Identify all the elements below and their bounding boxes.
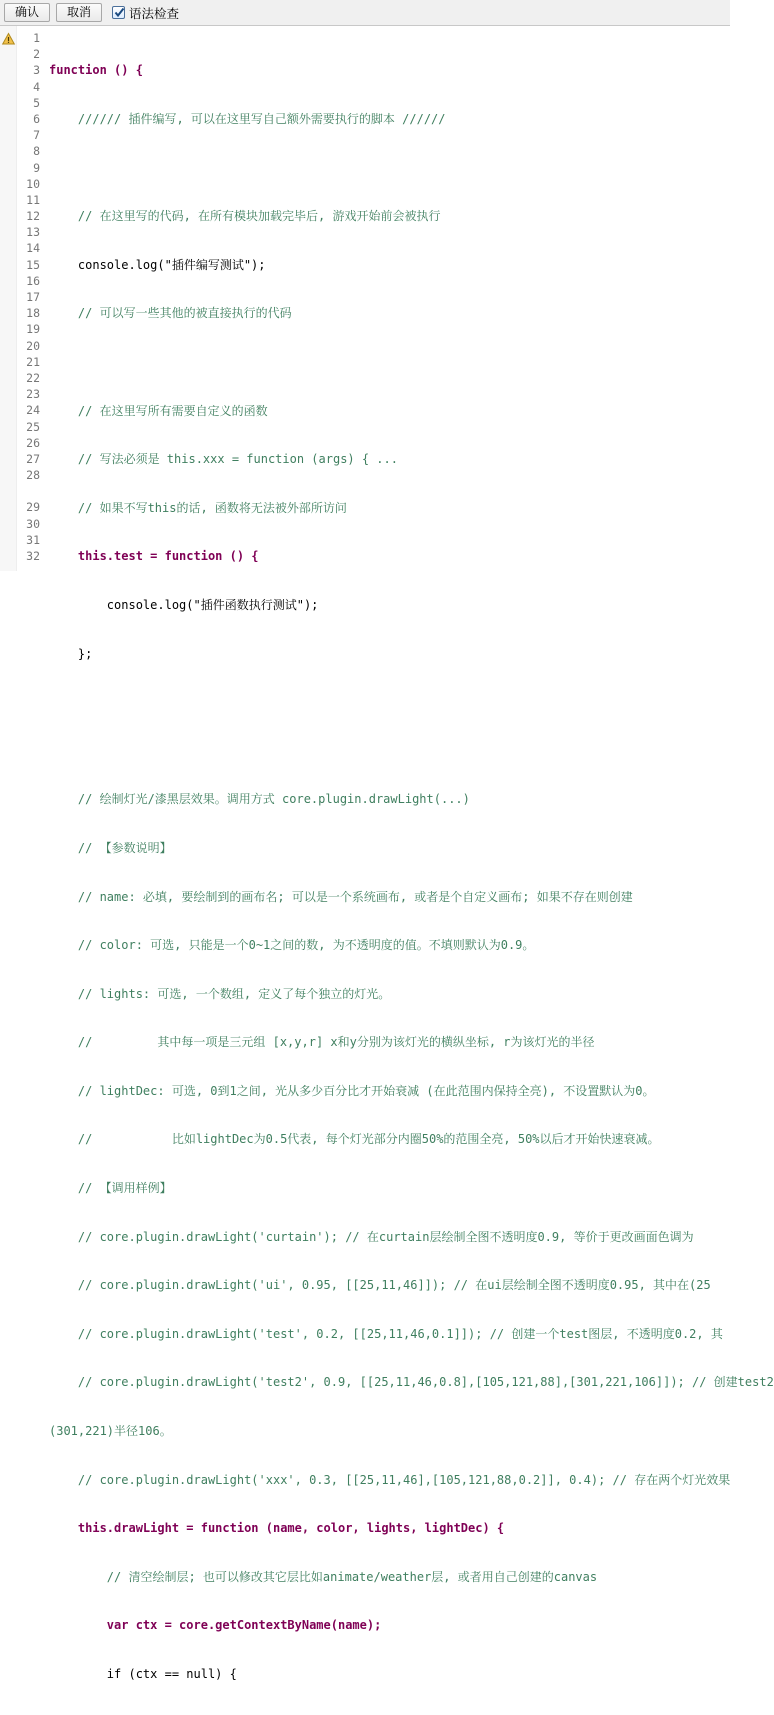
line-number: 6	[33, 111, 40, 126]
code-line: // 写法必须是 this.xxx = function (args) { ...	[49, 452, 398, 467]
check-icon[interactable]	[112, 6, 125, 19]
line-number: 28	[26, 468, 40, 483]
code-line: // 如果不写this的话, 函数将无法被外部所访问	[49, 500, 347, 515]
code-line: // 比如lightDec为0.5代表, 每个灯光部分内圈50%的范围全亮, 50%以后才开始快速衰减。	[49, 1132, 660, 1147]
code-line: this.drawLight = function (name, color, lights, lightDec) {	[49, 1521, 505, 1536]
line-number: 3	[33, 63, 40, 78]
code-line: // 在这里写所有需要自定义的函数	[49, 403, 268, 418]
line-number: 27	[26, 451, 40, 466]
line-number: 20	[26, 338, 40, 353]
line-number: 7	[33, 128, 40, 143]
code-line	[49, 160, 774, 176]
line-number: 24	[26, 403, 40, 418]
confirm-button[interactable]: 确认	[4, 3, 50, 22]
warning-icon	[2, 32, 16, 50]
line-number: 11	[26, 192, 40, 207]
code-line: // color: 可选, 只能是一个0~1之间的数, 为不透明度的值。不填则默认为0.9。	[49, 938, 535, 953]
code-line: // 清空绘制层; 也可以修改其它层比如animate/weather层, 或者用自己创建的canvas	[49, 1569, 598, 1584]
line-number: 32	[26, 549, 40, 563]
code-line: // lightDec: 可选, 0到1之间, 光从多少百分比才开始衰减 (在此范围内保持全亮), 不设置默认为0。	[49, 1083, 655, 1098]
code-area[interactable]	[43, 26, 774, 1681]
line-number: 1	[33, 31, 40, 45]
line-number: 2	[33, 47, 40, 62]
marker-column	[0, 26, 17, 571]
code-editor[interactable]	[0, 26, 774, 1681]
line-number: 19	[26, 322, 40, 337]
code-line: ////// 插件编写, 可以在这里写自己额外需要执行的脚本 //////	[49, 112, 446, 126]
code-line: // 其中每一项是三元组 [x,y,r] x和y分别为该灯光的横纵坐标, r为该灯光的半径	[49, 1035, 595, 1050]
toolbar	[0, 0, 730, 26]
grammar-check-label: 语法检查	[129, 6, 180, 21]
code-line: if (ctx == null) {	[49, 1667, 237, 1681]
code-line: // core.plugin.drawLight('curtain'); // 在curtain层绘制全图不透明度0.9, 等价于更改画面色调为	[49, 1229, 694, 1244]
code-line	[49, 354, 774, 370]
line-number: 17	[26, 290, 40, 304]
code-line: this.test = function () {	[49, 549, 259, 564]
code-line: // 【参数说明】	[49, 840, 172, 855]
line-number: 16	[26, 273, 40, 288]
code-line: console.log("插件编写测试");	[49, 257, 266, 272]
line-number: 10	[26, 176, 40, 191]
code-line: // 【调用样例】	[49, 1181, 172, 1196]
line-number: 25	[26, 419, 40, 434]
line-number: 22	[26, 370, 40, 385]
code-line: // core.plugin.drawLight('xxx', 0.3, [[25,11,46],[105,121,88,0.2]], 0.4); // 存在两个灯光效果	[49, 1472, 731, 1487]
line-number: 18	[26, 306, 40, 321]
code-line	[49, 743, 774, 759]
line-number-gutter	[17, 26, 43, 571]
grammar-check-toggle[interactable]	[112, 4, 179, 22]
line-number: 5	[33, 95, 40, 110]
code-line: // name: 必填, 要绘制到的画布名; 可以是一个系统画布, 或者是个自定义画布; 如果不存在则创建	[49, 889, 633, 904]
line-number: 8	[33, 144, 40, 159]
line-number: 13	[26, 225, 40, 240]
code-line-wrap: (301,221)半径106。	[49, 1424, 172, 1439]
code-line: };	[49, 646, 93, 661]
line-number: 31	[26, 532, 40, 547]
line-number: 4	[33, 79, 40, 94]
line-number: 9	[33, 160, 40, 175]
code-line: // 绘制灯光/漆黑层效果。调用方式 core.plugin.drawLight(...)	[49, 792, 470, 807]
line-number: 14	[26, 241, 40, 256]
line-number: 23	[26, 387, 40, 402]
code-line: function () {	[49, 63, 143, 78]
code-line: // 可以写一些其他的被直接执行的代码	[49, 306, 292, 321]
line-number: 29	[26, 500, 40, 515]
code-line: // core.plugin.drawLight('ui', 0.95, [[25,11,46]]); // 在ui层绘制全图不透明度0.95, 其中在(25	[49, 1278, 711, 1293]
code-line: // core.plugin.drawLight('test2', 0.9, [[25,11,46,0.8],[105,121,88],[301,221,106]]); // 创建test2	[49, 1375, 774, 1390]
code-line: console.log("插件函数执行测试");	[49, 597, 319, 612]
cancel-button[interactable]: 取消	[56, 3, 102, 22]
line-number: 30	[26, 516, 40, 531]
line-number: 21	[26, 354, 40, 369]
line-number: 15	[26, 257, 40, 272]
code-line: var ctx = core.getContextByName(name);	[49, 1618, 382, 1633]
code-line: // core.plugin.drawLight('test', 0.2, [[25,11,46,0.1]]); // 创建一个test图层, 不透明度0.2, 其	[49, 1326, 723, 1341]
code-line: // 在这里写的代码, 在所有模块加载完毕后, 游戏开始前会被执行	[49, 209, 441, 224]
code-line	[49, 694, 774, 710]
code-line: // lights: 可选, 一个数组, 定义了每个独立的灯光。	[49, 986, 391, 1001]
line-number: 12	[26, 209, 40, 224]
line-number: 26	[26, 435, 40, 450]
